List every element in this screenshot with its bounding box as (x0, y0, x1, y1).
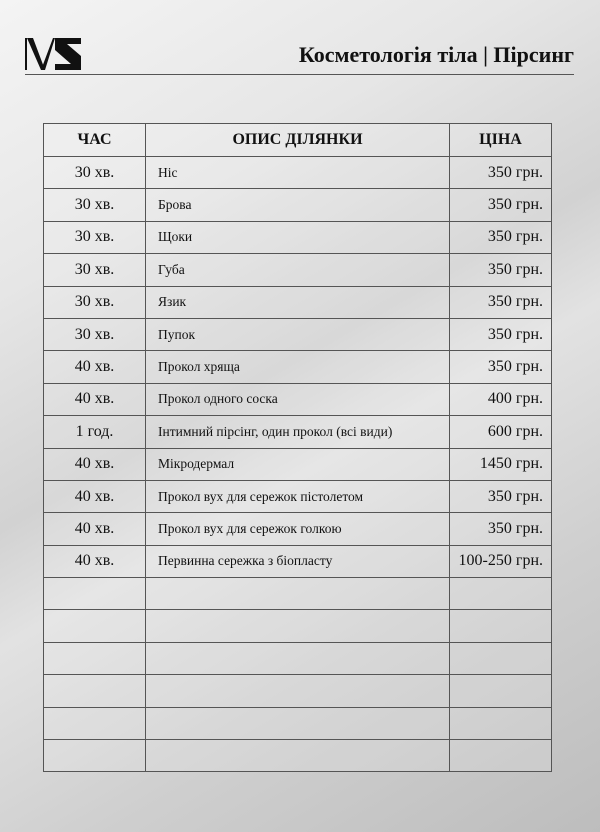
empty-cell (44, 740, 146, 772)
description-cell: Прокол вух для сережок голкою (146, 513, 450, 545)
time-cell: 40 хв. (44, 448, 146, 480)
description-cell: Інтимний пірсінг, один прокол (всі види) (146, 416, 450, 448)
time-cell: 40 хв. (44, 545, 146, 577)
column-header-time: ЧАС (44, 124, 146, 157)
table-row (44, 383, 552, 415)
table-row (44, 513, 552, 545)
empty-cell (450, 675, 552, 707)
time-cell: 30 хв. (44, 157, 146, 189)
empty-cell (450, 578, 552, 610)
time-cell: 1 год. (44, 416, 146, 448)
empty-cell (44, 642, 146, 674)
description-cell: Прокол одного соска (146, 383, 450, 415)
empty-cell (450, 610, 552, 642)
page-title: Косметологія тіла | Пірсинг (298, 42, 574, 67)
table-row (44, 480, 552, 512)
empty-cell (146, 740, 450, 772)
description-cell: Прокол хряща (146, 351, 450, 383)
price-cell: 350 грн. (450, 189, 552, 221)
empty-table-row (44, 642, 552, 674)
description-cell: Ніс (146, 157, 450, 189)
time-cell: 40 хв. (44, 351, 146, 383)
price-cell: 350 грн. (450, 221, 552, 253)
empty-table-row (44, 707, 552, 739)
empty-cell (450, 642, 552, 674)
ms-logo (25, 38, 81, 70)
empty-cell (44, 610, 146, 642)
table-row (44, 351, 552, 383)
empty-cell (450, 740, 552, 772)
empty-cell (146, 578, 450, 610)
price-cell: 350 грн. (450, 157, 552, 189)
table-row (44, 318, 552, 350)
empty-cell (146, 642, 450, 674)
price-cell: 350 грн. (450, 480, 552, 512)
price-cell: 350 грн. (450, 351, 552, 383)
empty-cell (44, 578, 146, 610)
time-cell: 30 хв. (44, 189, 146, 221)
empty-table-row (44, 578, 552, 610)
empty-cell (146, 707, 450, 739)
empty-cell (44, 675, 146, 707)
table-row (44, 448, 552, 480)
table-row (44, 221, 552, 253)
price-cell: 350 грн. (450, 513, 552, 545)
header-divider (25, 74, 574, 75)
empty-table-row (44, 675, 552, 707)
time-cell: 30 хв. (44, 254, 146, 286)
description-cell: Пупок (146, 318, 450, 350)
price-cell: 400 грн. (450, 383, 552, 415)
empty-cell (450, 707, 552, 739)
price-cell: 100-250 грн. (450, 545, 552, 577)
description-cell: Мікродермал (146, 448, 450, 480)
time-cell: 30 хв. (44, 318, 146, 350)
time-cell: 40 хв. (44, 480, 146, 512)
table-header-row (44, 124, 552, 157)
table-row (44, 254, 552, 286)
empty-cell (146, 675, 450, 707)
price-cell: 600 грн. (450, 416, 552, 448)
table-row (44, 189, 552, 221)
price-table (43, 123, 552, 772)
empty-cell (146, 610, 450, 642)
description-cell: Первинна сережка з біопласту (146, 545, 450, 577)
table-row (44, 157, 552, 189)
description-cell: Язик (146, 286, 450, 318)
empty-cell (44, 707, 146, 739)
time-cell: 30 хв. (44, 221, 146, 253)
description-cell: Брова (146, 189, 450, 221)
description-cell: Щоки (146, 221, 450, 253)
table-row (44, 416, 552, 448)
description-cell: Прокол вух для сережок пістолетом (146, 480, 450, 512)
column-header-price: ЦІНА (450, 124, 552, 157)
empty-table-row (44, 610, 552, 642)
time-cell: 30 хв. (44, 286, 146, 318)
empty-table-row (44, 740, 552, 772)
table-row (44, 286, 552, 318)
price-cell: 1450 грн. (450, 448, 552, 480)
description-cell: Губа (146, 254, 450, 286)
time-cell: 40 хв. (44, 383, 146, 415)
table-row (44, 545, 552, 577)
price-cell: 350 грн. (450, 254, 552, 286)
time-cell: 40 хв. (44, 513, 146, 545)
price-cell: 350 грн. (450, 286, 552, 318)
price-cell: 350 грн. (450, 318, 552, 350)
column-header-description: ОПИС ДІЛЯНКИ (146, 124, 450, 157)
